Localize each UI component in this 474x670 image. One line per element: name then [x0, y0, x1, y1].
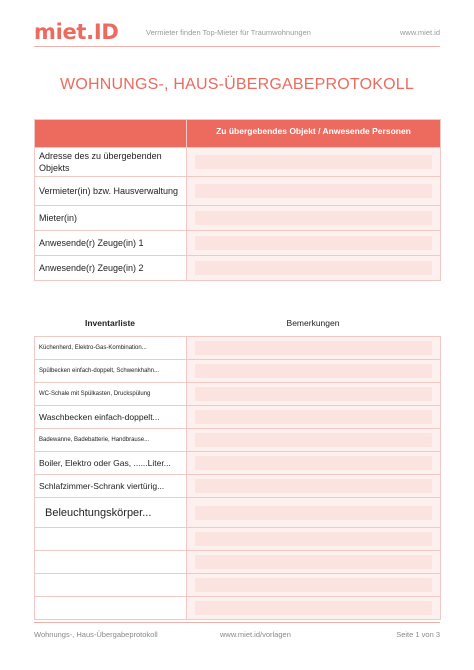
- header-website-link[interactable]: www.miet.id: [399, 28, 440, 37]
- inventory-item-label[interactable]: Waschbecken einfach-doppelt...: [35, 406, 187, 429]
- remarks-input[interactable]: [195, 532, 432, 546]
- header-divider: [34, 46, 440, 47]
- page-header: [0, 0, 474, 46]
- row-label-witness-2: Anwesende(r) Zeuge(in) 2: [35, 256, 187, 281]
- remarks-field[interactable]: [187, 597, 441, 620]
- inventory-column-header: Inventarliste: [84, 318, 136, 328]
- table-row: [35, 231, 441, 256]
- parties-header-empty-cell: [35, 120, 187, 148]
- miet-id-logo[interactable]: miet.ID: [34, 20, 119, 44]
- remarks-field[interactable]: [187, 360, 441, 383]
- footer-page-number: Seite 1 von 3: [396, 630, 440, 639]
- inventory-item-label[interactable]: [35, 597, 187, 620]
- address-field[interactable]: [187, 148, 441, 177]
- inventory-item-label[interactable]: Badewanne, Badebatterie, Handbrause...: [35, 429, 187, 452]
- inventory-item-label[interactable]: WC-Schale mit Spülkasten, Druckspülung: [35, 383, 187, 406]
- remarks-input[interactable]: [195, 410, 432, 424]
- remarks-field[interactable]: [187, 551, 441, 574]
- parties-table: [34, 119, 441, 281]
- footer-document-name: Wohnungs-, Haus-Übergabeprotokoll: [34, 630, 158, 639]
- remarks-field[interactable]: [187, 498, 441, 528]
- table-row: [35, 206, 441, 231]
- remarks-input[interactable]: [195, 364, 432, 378]
- remarks-field[interactable]: [187, 406, 441, 429]
- parties-table-header-row: [35, 120, 441, 148]
- tenant-input[interactable]: [195, 211, 432, 225]
- table-row: [35, 475, 441, 498]
- table-row: [35, 256, 441, 281]
- table-row: [35, 574, 441, 597]
- remarks-field[interactable]: [187, 383, 441, 406]
- witness-2-field[interactable]: [187, 256, 441, 281]
- row-label-address: Adresse des zu übergebenden Objekts: [35, 148, 187, 177]
- table-row: [35, 383, 441, 406]
- remarks-field[interactable]: [187, 337, 441, 360]
- remarks-field[interactable]: [187, 475, 441, 498]
- header-tagline: Vermieter finden Top-Mieter für Traumwohnungen: [146, 28, 311, 37]
- inventory-header: [34, 312, 440, 332]
- tenant-field[interactable]: [187, 206, 441, 231]
- row-label-witness-1: Anwesende(r) Zeuge(in) 1: [35, 231, 187, 256]
- inventory-item-label[interactable]: Schlafzimmer-Schrank viertürig...: [35, 475, 187, 498]
- remarks-input[interactable]: [195, 456, 432, 470]
- inventory-table: [34, 336, 441, 620]
- table-row: [35, 337, 441, 360]
- table-row: [35, 360, 441, 383]
- remarks-input[interactable]: [195, 341, 432, 355]
- table-row: [35, 452, 441, 475]
- remarks-input[interactable]: [195, 479, 432, 493]
- remarks-field[interactable]: [187, 574, 441, 597]
- remarks-field[interactable]: [187, 452, 441, 475]
- landlord-field[interactable]: [187, 177, 441, 206]
- table-row: [35, 148, 441, 177]
- table-row: [35, 551, 441, 574]
- row-label-tenant: Mieter(in): [35, 206, 187, 231]
- table-row: [35, 528, 441, 551]
- witness-1-field[interactable]: [187, 231, 441, 256]
- remarks-input[interactable]: [195, 555, 432, 569]
- parties-table-header: Zu übergebendes Objekt / Anwesende Personen: [187, 120, 441, 148]
- inventory-item-label[interactable]: Spülbecken einfach-doppelt, Schwenkhahn...: [35, 360, 187, 383]
- document-title: WOHNUNGS-, HAUS-ÜBERGABEPROTOKOLL: [60, 76, 414, 93]
- table-row: [35, 498, 441, 528]
- witness-1-input[interactable]: [195, 236, 432, 250]
- inventory-item-label[interactable]: [35, 528, 187, 551]
- address-input[interactable]: [195, 155, 432, 169]
- inventory-item-label[interactable]: Küchenherd, Elektro-Gas-Kombination...: [35, 337, 187, 360]
- table-row: [35, 597, 441, 620]
- footer-templates-link[interactable]: www.miet.id/vorlagen: [220, 630, 291, 639]
- remarks-input[interactable]: [195, 506, 432, 520]
- remarks-field[interactable]: [187, 528, 441, 551]
- table-row: [35, 429, 441, 452]
- inventory-item-label[interactable]: Boiler, Elektro oder Gas, ......Liter...: [35, 452, 187, 475]
- inventory-item-label[interactable]: Beleuchtungskörper...: [35, 498, 187, 528]
- row-label-landlord: Vermieter(in) bzw. Hausverwaltung: [35, 177, 187, 206]
- remarks-input[interactable]: [195, 433, 432, 447]
- table-row: [35, 406, 441, 429]
- remarks-input[interactable]: [195, 387, 432, 401]
- table-row: [35, 177, 441, 206]
- landlord-input[interactable]: [195, 184, 432, 198]
- witness-2-input[interactable]: [195, 261, 432, 275]
- remarks-column-header: Bemerkungen: [286, 318, 340, 328]
- inventory-item-label[interactable]: [35, 574, 187, 597]
- inventory-item-label[interactable]: [35, 551, 187, 574]
- footer-divider: [34, 622, 440, 623]
- remarks-input[interactable]: [195, 578, 432, 592]
- remarks-input[interactable]: [195, 601, 432, 615]
- remarks-field[interactable]: [187, 429, 441, 452]
